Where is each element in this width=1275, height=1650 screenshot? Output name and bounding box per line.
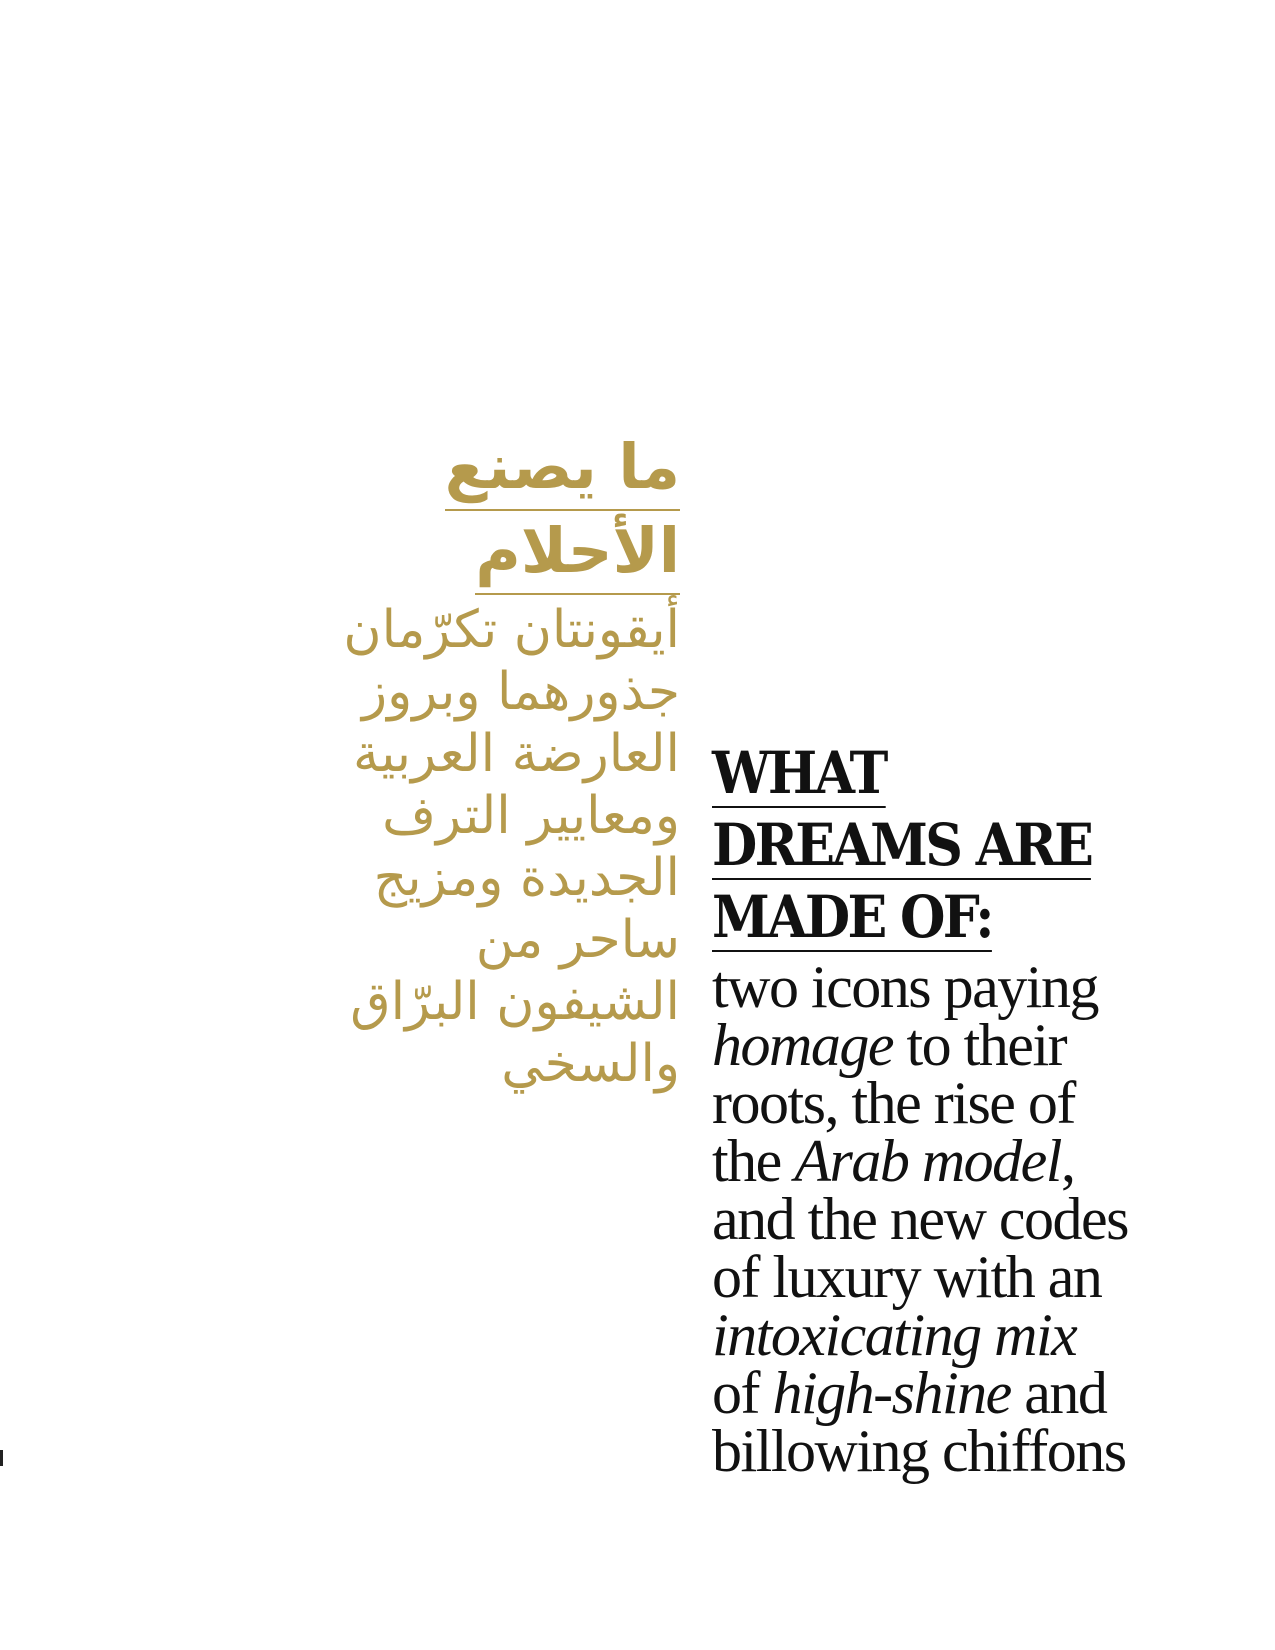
arabic-title-line-2: الأحلام xyxy=(475,509,680,595)
arabic-title-row xyxy=(260,509,680,593)
english-subtitle-line-3 xyxy=(712,1070,1242,1136)
italic-phrase: intoxicating mix xyxy=(712,1302,1077,1368)
english-title-row xyxy=(712,812,1242,884)
english-title-row xyxy=(712,884,1242,956)
text-run: roots, the rise of xyxy=(712,1070,1075,1136)
text-run: , xyxy=(1060,1128,1075,1194)
text-run: two icons paying xyxy=(712,954,1098,1020)
english-subtitle-line-9 xyxy=(712,1418,1242,1484)
arabic-body-line-4: ومعايير الترف xyxy=(382,786,680,846)
text-run: of xyxy=(712,1360,773,1426)
text-run: billowing chiffons xyxy=(712,1418,1126,1484)
arabic-body-line-6: ساحر من xyxy=(475,910,680,970)
arabic-body-line-7: الشيفون البرّاق xyxy=(350,972,680,1032)
english-subtitle xyxy=(712,954,1242,1484)
arabic-body-line-3: العارضة العربية xyxy=(352,724,680,784)
english-subtitle-line-4 xyxy=(712,1128,1242,1194)
english-title-line-2: DREAMS ARE xyxy=(712,811,1092,879)
text-run: the xyxy=(712,1128,795,1194)
text-run: and the new codes xyxy=(712,1186,1129,1252)
text-run: and xyxy=(1010,1360,1107,1426)
text-run: to their xyxy=(892,1012,1067,1078)
arabic-body-line-1: أيقونتان تكرّمان xyxy=(343,600,680,660)
italic-phrase: homage xyxy=(712,1012,893,1078)
english-subtitle-line-5 xyxy=(712,1186,1242,1252)
english-subtitle-line-7 xyxy=(712,1302,1242,1368)
arabic-body-line-2: جذورهما وبروز xyxy=(361,662,680,722)
english-title-line-3: MADE OF: xyxy=(712,883,992,951)
english-title-line-1: WHAT xyxy=(712,739,886,807)
english-subtitle-line-6 xyxy=(712,1244,1242,1310)
arabic-body-line-5: الجديدة ومزيج xyxy=(373,848,680,908)
italic-phrase: Arab model xyxy=(794,1128,1061,1194)
arabic-body-line-8: والسخي xyxy=(501,1034,680,1094)
text-run: of luxury with an xyxy=(712,1244,1102,1310)
arabic-title-row xyxy=(260,425,680,509)
arabic-title-line-1: ما يصنع xyxy=(445,425,680,511)
english-title-row xyxy=(712,740,1242,812)
english-subtitle-line-8 xyxy=(712,1360,1242,1426)
english-subtitle-line-2 xyxy=(712,1012,1242,1078)
english-subtitle-line-1 xyxy=(712,954,1242,1020)
italic-phrase: high-shine xyxy=(772,1360,1011,1426)
arabic-headline-block xyxy=(260,425,680,1095)
page-edge-mark xyxy=(0,1450,3,1466)
english-headline-block xyxy=(712,739,1242,1484)
